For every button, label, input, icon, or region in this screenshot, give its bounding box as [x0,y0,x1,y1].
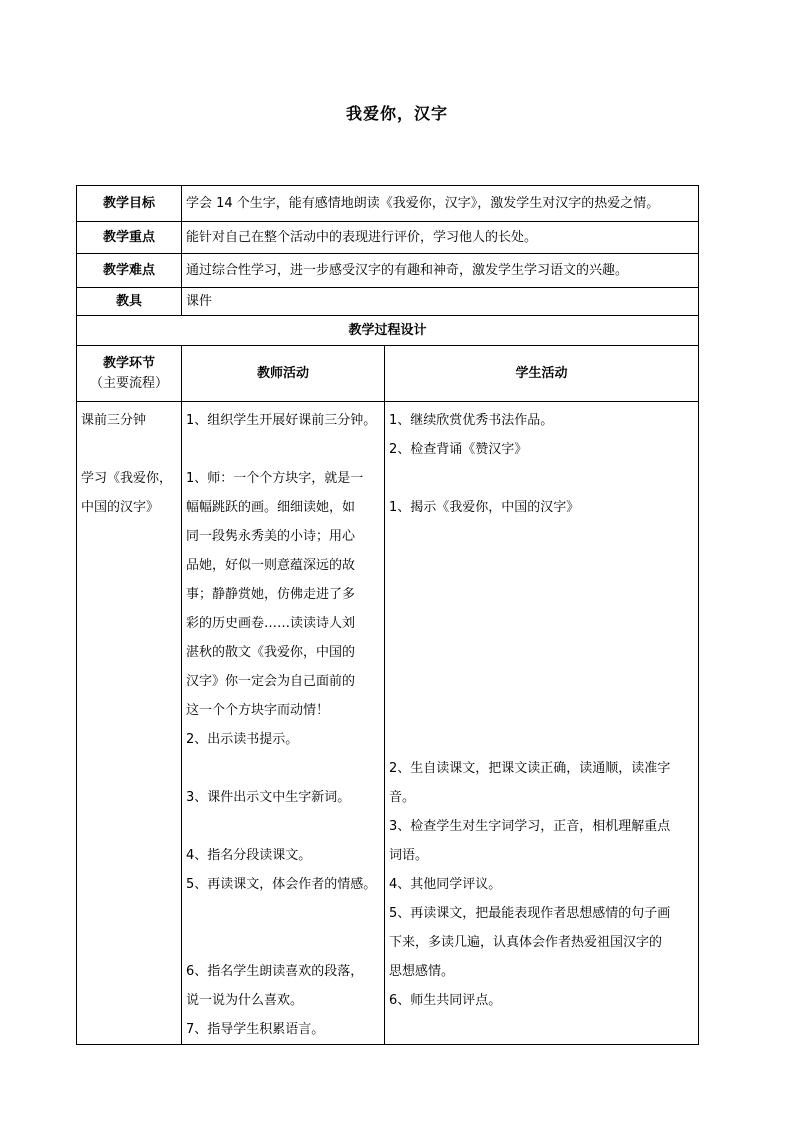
student-line: 4、其他同学评议。 [389,877,502,892]
student-line: 6、师生共同评点。 [389,993,502,1008]
process-title-row [77,316,699,346]
teacher-line: 2、出示读书提示。 [186,732,299,747]
teacher-line: 1、师：一个个方块字，就是一 [186,471,364,486]
stage-item: 课前三分钟 [81,413,147,428]
student-cell [385,402,699,1045]
key-row [77,222,699,254]
teacher-line: 6、指名学生朗读喜欢的段落， [186,964,364,979]
teacher-line: 1、组织学生开展好课前三分钟。 [186,413,377,428]
teacher-line: 5、再读课文，体会作者的情感。 [186,877,377,892]
key-text: 能针对自己在整个活动中的表现进行评价，学习他人的长处。 [182,222,699,254]
student-line: 下来，多读几遍，认真体会作者热爱祖国汉字的 [389,935,663,950]
teacher-line: 事；静静赏她，仿佛走进了多 [186,587,356,602]
difficulty-text: 通过综合性学习，进一步感受汉字的有趣和神奇，激发学生学习语文的兴趣。 [182,254,699,288]
difficulty-row [77,254,699,288]
tools-row [77,288,699,316]
process-body-row [77,402,699,1045]
teacher-line: 湛秋的散文《我爱你，中国的 [186,645,356,660]
process-title: 教学过程设计 [77,316,699,346]
stage-header-line1: 教学环节 [102,355,155,371]
teacher-line: 4、指名分段读课文。 [186,848,312,863]
student-line: 音。 [389,790,416,805]
key-label: 教学重点 [77,222,182,254]
student-line: 3、检查学生对生字词学习，正音，相机理解重点 [389,819,671,834]
student-line: 2、生自读课文，把课文读正确，读通顺，读准字 [389,761,671,776]
stage-item: 学习《我爱你， [81,471,173,486]
stage-header-line2: （主要流程） [89,375,168,391]
goal-label: 教学目标 [77,186,182,222]
student-line: 词语。 [389,848,429,863]
stage-header [77,346,182,402]
teacher-line: 品她，好似一则意蕴深远的故 [186,558,356,573]
teacher-line: 7、指导学生积累语言。 [186,1022,325,1037]
teacher-line: 幅幅跳跃的画。细细读她，如 [186,500,356,515]
teacher-line: 汉字》你一定会为自己面前的 [186,674,356,689]
student-line: 2、检查背诵《赞汉字》 [389,442,528,457]
teacher-line: 同一段隽永秀美的小诗；用心 [186,529,356,544]
teacher-line: 这一个个方块字而动情！ [186,703,330,718]
teacher-header: 教师活动 [182,346,385,402]
goal-row [77,186,699,222]
lesson-plan-table [76,185,699,1045]
student-line: 5、再读课文，把最能表现作者思想感情的句子画 [389,906,671,921]
process-header-row [77,346,699,402]
teacher-line: 3、课件出示文中生字新词。 [186,790,351,805]
student-line: 1、揭示《我爱你，中国的汉字》 [389,500,580,515]
student-header: 学生活动 [385,346,699,402]
student-line: 1、继续欣赏优秀书法作品。 [389,413,554,428]
student-line: 思想感情。 [389,964,455,979]
teacher-line: 彩的历史画卷……读读诗人刘 [186,616,356,631]
difficulty-label: 教学难点 [77,254,182,288]
teacher-cell [182,402,385,1045]
stage-cell [77,402,182,1045]
teacher-line: 说一说为什么喜欢。 [186,993,304,1008]
goal-text: 学会 14 个生字，能有感情地朗读《我爱你，汉字》，激发学生对汉字的热爱之情。 [182,186,699,222]
page-title: 我爱你，汉字 [345,104,448,123]
tools-label: 教具 [77,288,182,316]
tools-text: 课件 [182,288,699,316]
stage-item: 中国的汉字》 [81,500,160,515]
